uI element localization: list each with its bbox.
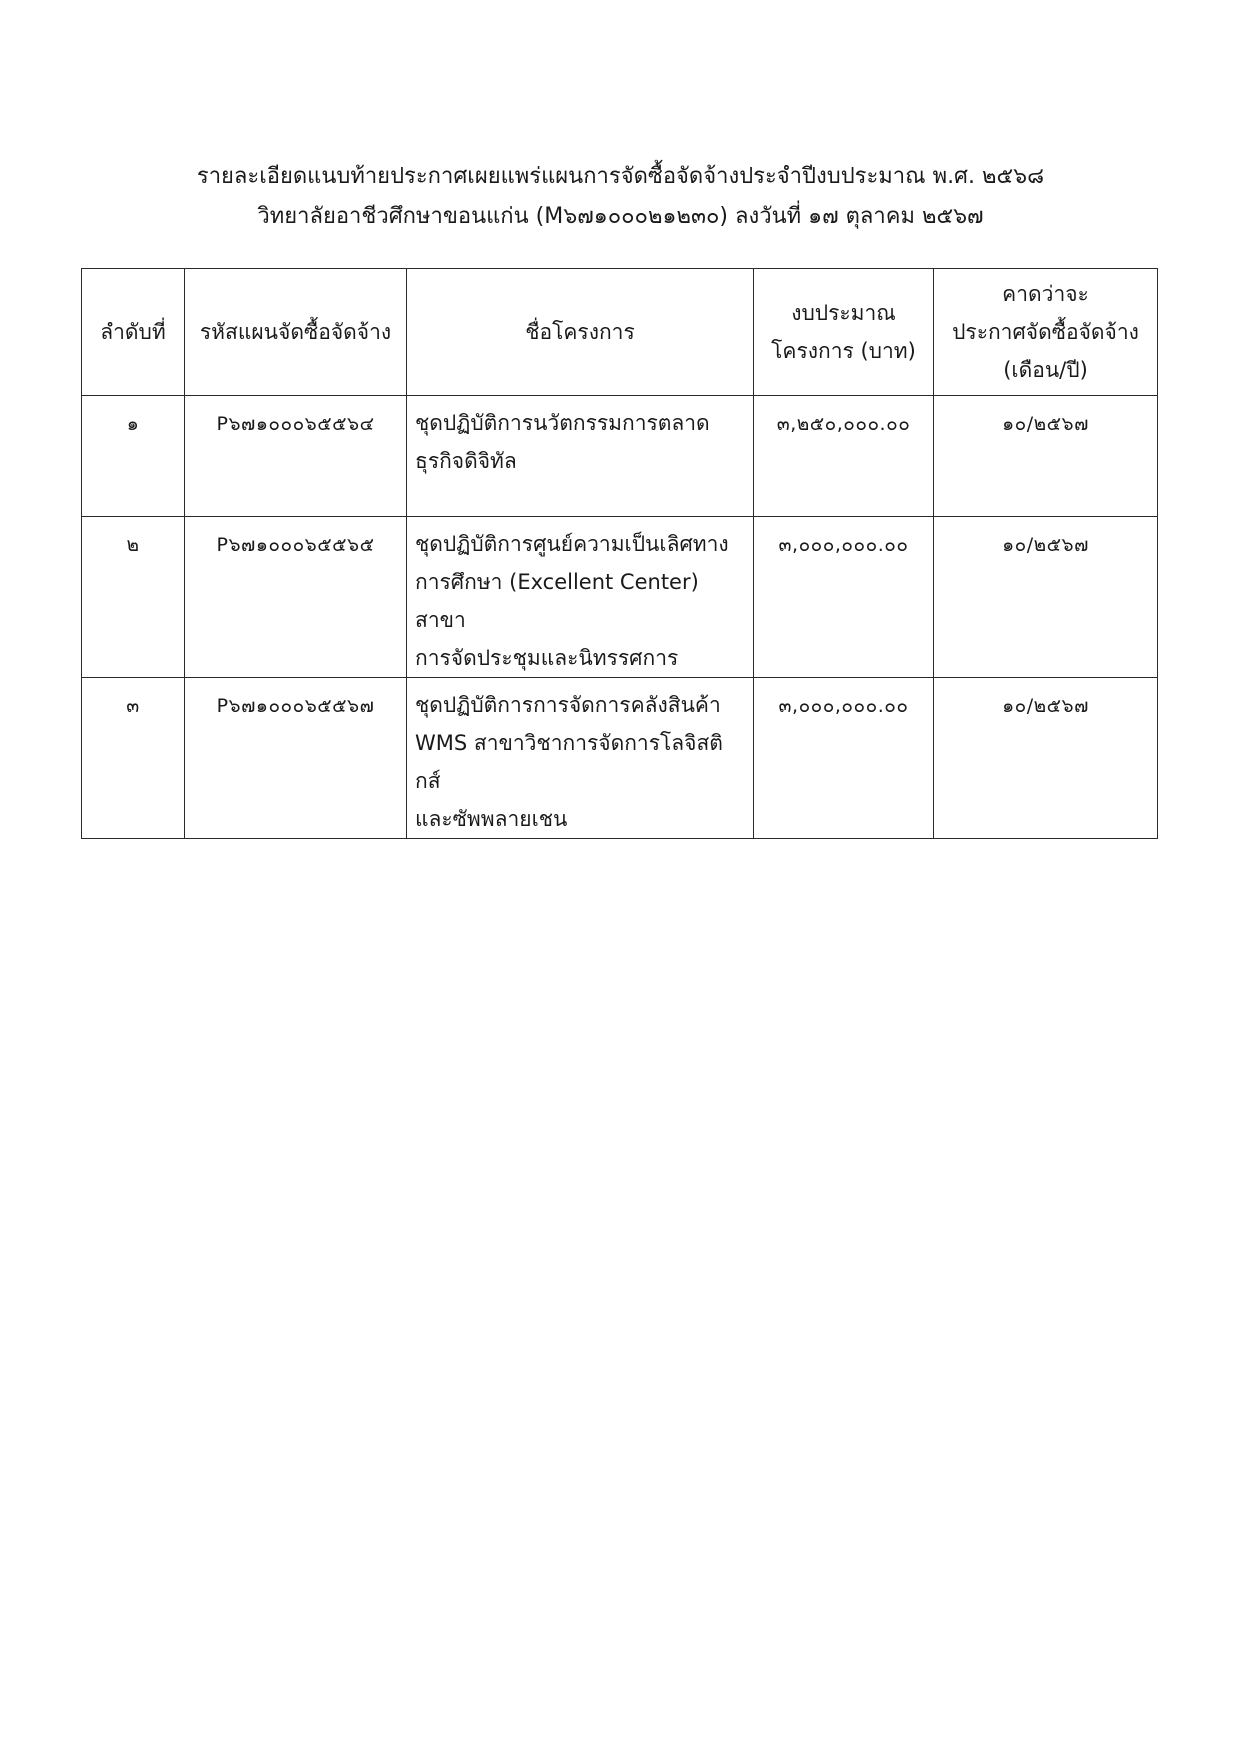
header-announce-line-3: (เดือน/ปี) <box>1003 358 1088 382</box>
header-budget <box>754 269 934 396</box>
header-plan-code: รหัสแผนจัดซื้อจัดจ้าง <box>185 269 407 396</box>
budget-value: ๓,๐๐๐,๐๐๐.๐๐ <box>778 695 909 717</box>
table-row <box>82 678 1158 839</box>
cell-budget <box>754 678 934 839</box>
project-name-line: ชุดปฏิบัติการศูนย์ความเป็นเลิศทาง <box>415 532 729 556</box>
project-name-line: WMS สาขาวิชาการจัดการโลจิสติกส์ <box>415 731 723 793</box>
cell-month-year <box>934 396 1158 517</box>
project-name-line: ชุดปฏิบัติการนวัตกรรมการตลาด <box>415 411 710 435</box>
header-budget-line-1: งบประมาณ <box>791 301 896 325</box>
cell-project-name <box>407 517 754 678</box>
project-name-line: ธุรกิจดิจิทัล <box>415 449 517 473</box>
plan-code-value: P๖๗๑๐๐๐๖๕๕๖๗ <box>216 695 375 717</box>
cell-project-name <box>407 678 754 839</box>
project-name-line: ชุดปฏิบัติการการจัดการคลังสินค้า <box>415 693 721 717</box>
cell-plan-code <box>185 396 407 517</box>
month-year-value: ๑๐/๒๕๖๗ <box>1002 413 1089 435</box>
month-year-value: ๑๐/๒๕๖๗ <box>1002 534 1089 556</box>
table-header-row <box>82 269 1158 396</box>
budget-value: ๓,๒๕๐,๐๐๐.๐๐ <box>776 413 911 435</box>
project-name-line: และซัพพลายเชน <box>415 807 568 831</box>
cell-seq <box>82 396 185 517</box>
header-seq: ลำดับที่ <box>82 269 185 396</box>
cell-seq <box>82 517 185 678</box>
table-row <box>82 396 1158 517</box>
procurement-plan-table <box>81 268 1158 839</box>
header-budget-line-2: โครงการ (บาท) <box>771 339 916 363</box>
plan-code-value: P๖๗๑๐๐๐๖๕๕๖๕ <box>216 534 375 556</box>
cell-budget <box>754 396 934 517</box>
document-title: รายละเอียดแนบท้ายประกาศเผยแพร่แผนการจัดซื้อจัดจ้างประจำปีงบประมาณ พ.ศ. ๒๕๖๘ <box>196 164 1045 189</box>
table-row <box>82 517 1158 678</box>
plan-code-value: P๖๗๑๐๐๐๖๕๕๖๔ <box>216 413 375 435</box>
month-year-value: ๑๐/๒๕๖๗ <box>1002 695 1089 717</box>
cell-project-name <box>407 396 754 517</box>
seq-value: ๑ <box>126 413 140 435</box>
seq-value: ๓ <box>126 695 140 717</box>
project-name-line: การจัดประชุมและนิทรรศการ <box>415 646 679 670</box>
project-name-line: การศึกษา (Excellent Center) สาขา <box>415 570 699 632</box>
seq-value: ๒ <box>126 534 140 556</box>
budget-value: ๓,๐๐๐,๐๐๐.๐๐ <box>778 534 909 556</box>
header-announce-line-2: ประกาศจัดซื้อจัดจ้าง <box>952 320 1139 344</box>
cell-seq <box>82 678 185 839</box>
header-project-name: ชื่อโครงการ <box>407 269 754 396</box>
cell-month-year <box>934 517 1158 678</box>
cell-plan-code <box>185 678 407 839</box>
header-announce-month <box>934 269 1158 396</box>
cell-budget <box>754 517 934 678</box>
document-subtitle: วิทยาลัยอาชีวศึกษาขอนแก่น (M๖๗๑๐๐๐๒๑๒๓๐) ลงวันที่ ๑๗ ตุลาคม ๒๕๖๗ <box>257 204 984 229</box>
cell-plan-code <box>185 517 407 678</box>
header-announce-line-1: คาดว่าจะ <box>1002 282 1089 306</box>
cell-month-year <box>934 678 1158 839</box>
